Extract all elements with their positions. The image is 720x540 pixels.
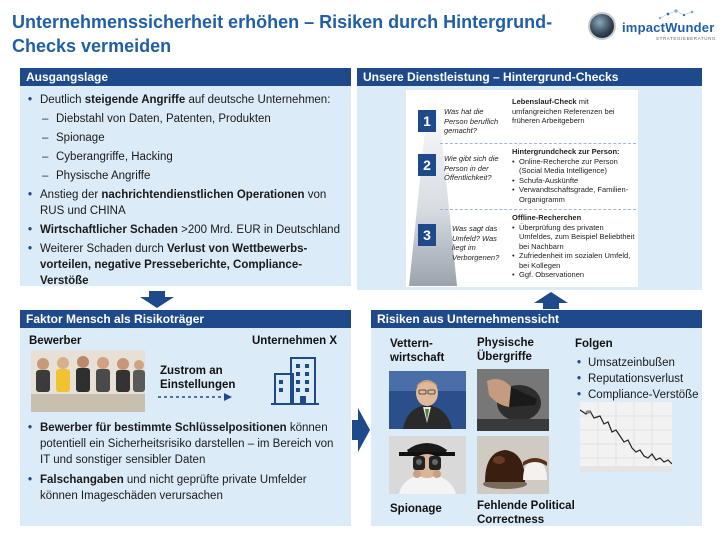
step-number-2: 2 xyxy=(418,154,436,176)
label-physische-uebergriffe: Physische Übergriffe xyxy=(477,337,534,363)
label-spionage: Spionage xyxy=(390,503,442,515)
list-item: • Anstieg der nachrichtendienstlichen Operationen von RUS und CHINA xyxy=(26,187,345,219)
step-number-3: 3 xyxy=(418,224,436,246)
list-subitem: – Cyberangriffe, Hacking xyxy=(26,149,345,165)
logo-name: impactWunder xyxy=(622,20,715,35)
label-folgen: Folgen xyxy=(575,338,613,350)
panel-header-faktor: Faktor Mensch als Risikoträger xyxy=(20,310,351,328)
list-item: • Zufriedenheit im sozialen Umfeld, bei Kollegen xyxy=(512,251,636,270)
list-item: • Ggf. Observationen xyxy=(512,270,636,280)
list-item: • Verwandtschaftsgrade, Familien-Organigramm xyxy=(512,185,636,204)
step-text-2: Hintergrundcheck zur Person: • Online-Recherche zur Person (Social Media Intelligence) • Schufa-Auskünfte • Verwandtschaftsgrade, Familien-Organigramm xyxy=(512,147,636,204)
company-logo xyxy=(586,10,716,44)
panel-header-ausgangslage: Ausgangslage xyxy=(20,68,351,86)
faktor-list xyxy=(20,420,351,508)
building-icon xyxy=(271,354,319,406)
label-political-correctness: Fehlende Political Correctness xyxy=(477,500,575,526)
ausgangslage-list xyxy=(20,86,351,289)
label-unternehmen: Unternehmen X xyxy=(252,335,337,347)
step-text-1: Lebenslauf-Check mit umfangreichen Referenzen bei früheren Arbeitgebern xyxy=(512,97,615,125)
label-vetternwirtschaft: Vettern-wirtschaft xyxy=(390,338,445,364)
step-text-3: Offline-Recherchen • Überprüfung des privaten Umfeldes, zum Beispiel Beliebtheit bei Nachbarn • Zufriedenheit im sozialen Umfeld, bei Kollegen • Ggf. Observationen xyxy=(512,213,636,280)
list-item: • Überprüfung des privaten Umfeldes, zum Beispiel Beliebtheit bei Nachbarn xyxy=(512,223,636,252)
divider xyxy=(440,143,636,144)
folgen-list xyxy=(575,355,699,403)
panel-ausgangslage xyxy=(20,68,351,286)
applicants-photo xyxy=(31,350,145,412)
spy-photo xyxy=(389,436,466,494)
list-subitem: – Diebstahl von Daten, Patenten, Produkten xyxy=(26,111,345,127)
list-item: • Schufa-Auskünfte xyxy=(512,176,636,186)
page-title: Unternehmenssicherheit erhöhen – Risiken durch Hintergrund-Checks vermeiden xyxy=(12,12,553,56)
globe-logo-icon xyxy=(588,12,616,40)
step-question-1: Was hat die Person beruflich gemacht? xyxy=(444,107,499,135)
list-subitem: – Spionage xyxy=(26,130,345,146)
list-item: • Falschangaben und nicht geprüfte private Umfelder können Imageschäden verursachen xyxy=(26,472,345,504)
assault-photo xyxy=(477,369,549,431)
dashed-arrow-icon xyxy=(158,393,232,401)
stock-chart-photo xyxy=(580,402,672,472)
chocolate-treat-photo xyxy=(477,436,549,494)
step-number-1: 1 xyxy=(418,110,436,132)
list-item: • Deutlich steigende Angriffe auf deutsche Unternehmen: xyxy=(26,92,345,108)
list-item: • Umsatzeinbußen xyxy=(575,355,699,371)
divider xyxy=(440,209,636,210)
politician-photo xyxy=(389,371,466,429)
label-bewerber: Bewerber xyxy=(29,335,82,347)
panel-header-risiken: Risiken aus Unternehmenssicht xyxy=(371,310,702,328)
arrow-down-icon xyxy=(140,291,174,308)
label-zustrom: Zustrom an Einstellungen xyxy=(160,365,236,391)
list-subitem: – Physische Angriffe xyxy=(26,168,345,184)
panel-header-dienstleistung: Unsere Dienstleistung – Hintergrund-Checks xyxy=(357,68,702,86)
step-question-3: Was sagt das Umfeld? Was liegt im Verborgenen? xyxy=(452,224,500,262)
list-item: • Reputationsverlust xyxy=(575,371,699,387)
list-item: • Compliance-Verstöße xyxy=(575,387,699,403)
arrow-up-icon xyxy=(534,292,568,309)
list-item: • Bewerber für bestimmte Schlüsselpositionen können potentiell ein Sicherheitsrisiko darstellen – im Bereich von IT und sonstiger sensibler Daten xyxy=(26,420,345,468)
list-item: • Online-Recherche zur Person (Social Media Intelligence) xyxy=(512,157,636,176)
list-item: • Wirtschaftlicher Schaden >200 Mrd. EUR in Deutschland xyxy=(26,222,345,238)
arrow-right-icon xyxy=(352,408,370,452)
logo-tagline: STRATEGIEBERATUNG xyxy=(656,36,717,41)
step-question-2: Wie gibt sich die Person in der Öffentlichkeit? xyxy=(444,154,499,182)
list-item: • Weiterer Schaden durch Verlust von Wettbewerbs-vorteilen, negative Presseberichte, Compliance-Verstöße xyxy=(26,241,345,289)
